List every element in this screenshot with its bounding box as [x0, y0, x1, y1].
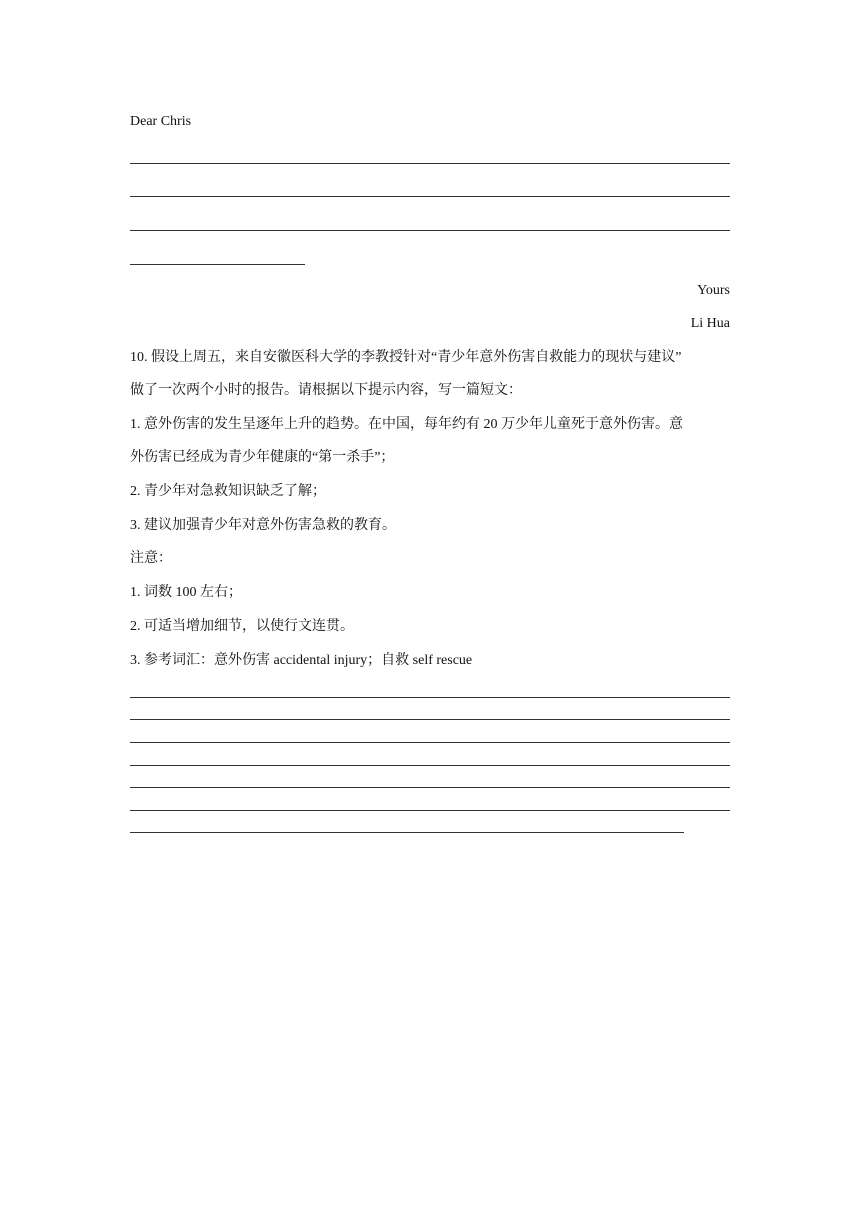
essay-answer-line-1	[130, 697, 730, 698]
note-1: 1. 词数 100 左右；	[130, 585, 242, 600]
prompt-point-1-line-1: 1. 意外伤害的发生呈逐年上升的趋势。在中国，每年约有 20 万少年儿童死于意外伤害。意	[130, 417, 683, 432]
prompt-point-3: 3. 建议加强青少年对意外伤害急救的教育。	[130, 518, 396, 533]
letter-answer-line-4	[130, 264, 305, 265]
letter-signature: Li Hua	[690, 316, 730, 331]
note-3: 3. 参考词汇：意外伤害 accidental injury；自救 self rescue	[130, 653, 473, 668]
letter-answer-line-3	[130, 230, 730, 231]
letter-answer-line-1	[130, 163, 730, 164]
essay-answer-line-6	[130, 810, 730, 811]
prompt-point-2: 2. 青少年对急救知识缺乏了解；	[130, 484, 326, 499]
prompt-point-1-line-2: 外伤害已经成为青少年健康的“第一杀手”；	[130, 450, 395, 465]
essay-answer-line-5	[130, 787, 730, 788]
letter-salutation: Dear Chris	[130, 114, 192, 129]
essay-answer-line-7	[130, 832, 684, 833]
note-2: 2. 可适当增加细节，以使行文连贯。	[130, 619, 354, 634]
essay-answer-line-3	[130, 742, 730, 743]
letter-closing: Yours	[697, 283, 730, 298]
essay-answer-line-2	[130, 719, 730, 720]
question-intro-line-1: 10. 假设上周五，来自安徽医科大学的李教授针对“青少年意外伤害自救能力的现状与建议”	[130, 350, 682, 365]
notes-heading: 注意：	[130, 551, 172, 566]
essay-answer-line-4	[130, 765, 730, 766]
letter-answer-line-2	[130, 196, 730, 197]
question-intro-line-2: 做了一次两个小时的报告。请根据以下提示内容，写一篇短文：	[130, 383, 522, 398]
